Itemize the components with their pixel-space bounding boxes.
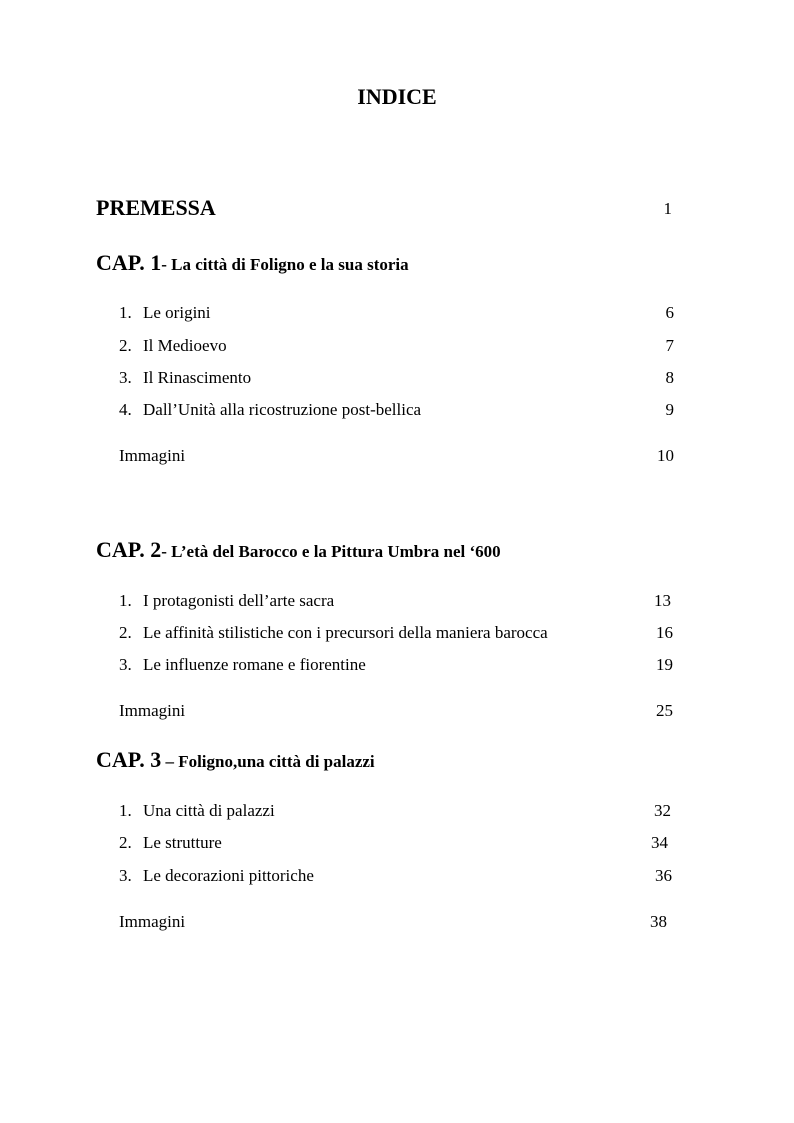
toc-entry-page: 13 — [654, 591, 671, 610]
toc-entry-number: 1. — [119, 801, 132, 820]
toc-entry-page: 36 — [655, 866, 672, 885]
toc-entry — [119, 655, 366, 675]
toc-entry-number: 3. — [119, 866, 132, 885]
toc-entry-label: Le affinità stilistiche con i precursori della maniera barocca — [143, 623, 548, 642]
toc-entry — [119, 866, 314, 886]
chapter-2-number: CAP. 2 — [96, 537, 162, 562]
images-entry-page: 10 — [657, 446, 674, 465]
images-entry-page: 25 — [656, 701, 673, 720]
chapter-3-heading — [96, 747, 375, 773]
premessa-label: PREMESSA — [96, 195, 216, 220]
toc-entry-number: 4. — [119, 400, 132, 419]
images-entry-page: 38 — [650, 912, 667, 931]
images-entry-label: Immagini — [119, 701, 186, 720]
toc-entry — [119, 336, 227, 356]
toc-entry-label: Le influenze romane e fiorentine — [143, 655, 366, 674]
images-entry-label: Immagini — [119, 446, 186, 465]
toc-entry-page: 9 — [665, 400, 674, 419]
toc-entry-label: Le decorazioni pittoriche — [143, 866, 314, 885]
toc-entry-number: 3. — [119, 368, 132, 387]
toc-entry-label: I protagonisti dell’arte sacra — [143, 591, 335, 610]
toc-entry-label: Il Rinascimento — [143, 368, 252, 387]
toc-entry-page: 16 — [656, 623, 673, 642]
page-title: INDICE — [357, 84, 437, 109]
toc-entry — [119, 833, 222, 853]
chapter-3-number: CAP. 3 — [96, 747, 162, 772]
chapter-1-heading — [96, 250, 409, 276]
chapter-2-subtitle: - L’età del Barocco e la Pittura Umbra nel ‘600 — [161, 542, 501, 561]
chapter-1-number: CAP. 1 — [96, 250, 162, 275]
toc-entry — [119, 400, 421, 420]
toc-entry-number: 1. — [119, 303, 132, 322]
toc-entry — [119, 368, 251, 388]
toc-entry-page: 7 — [665, 336, 674, 355]
toc-entry-number: 2. — [119, 833, 132, 852]
premessa-page: 1 — [663, 199, 672, 218]
toc-entry-page: 32 — [654, 801, 671, 820]
toc-entry-page: 34 — [651, 833, 668, 852]
toc-entry — [119, 303, 211, 323]
toc-entry — [119, 623, 548, 643]
toc-entry-label: Una città di palazzi — [143, 801, 275, 820]
toc-entry-number: 3. — [119, 655, 132, 674]
chapter-2-heading — [96, 537, 501, 563]
toc-entry — [119, 591, 334, 611]
toc-entry-number: 1. — [119, 591, 132, 610]
toc-entry-number: 2. — [119, 623, 132, 642]
toc-entry-page: 6 — [665, 303, 674, 322]
toc-entry-label: Le strutture — [143, 833, 222, 852]
chapter-3-subtitle: – Foligno,una città di palazzi — [161, 752, 375, 771]
toc-entry — [119, 801, 275, 821]
toc-entry-label: Dall’Unità alla ricostruzione post-bellica — [143, 400, 422, 419]
images-entry-label: Immagini — [119, 912, 186, 931]
toc-entry-number: 2. — [119, 336, 132, 355]
toc-entry-label: Il Medioevo — [143, 336, 227, 355]
chapter-1-subtitle: - La città di Foligno e la sua storia — [161, 255, 409, 274]
toc-entry-label: Le origini — [143, 303, 211, 322]
toc-entry-page: 19 — [656, 655, 673, 674]
toc-entry-page: 8 — [665, 368, 674, 387]
